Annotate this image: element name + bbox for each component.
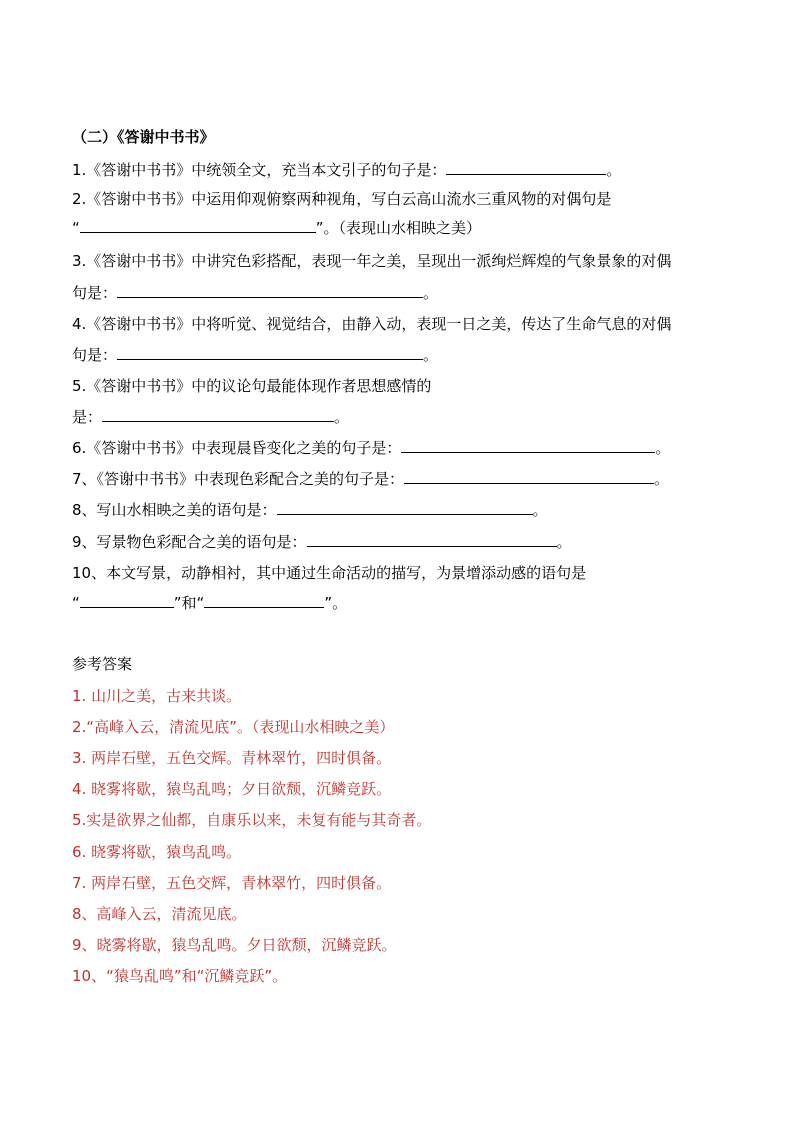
question-3-prefix: 句是： [72, 284, 118, 302]
answer-7: 7. 两岸石壁，五色交辉，青林翠竹，四时俱备。 [72, 874, 392, 892]
answer-blank[interactable] [404, 469, 654, 484]
question-7-text: 7、《答谢中书书》中表现色彩配合之美的句子是： [72, 470, 405, 488]
answer-5: 5.实是欲界之仙都，自康乐以来，未复有能与其奇者。 [72, 811, 432, 829]
question-2-close: ”。（表现山水相映之美） [315, 219, 482, 237]
question-1-end: 。 [606, 161, 622, 179]
answer-blank[interactable] [117, 283, 423, 298]
question-8 [72, 500, 548, 520]
answer-1: 1. 山川之美，古来共谈。 [72, 687, 242, 705]
question-4-end: 。 [423, 346, 439, 364]
answer-blank[interactable] [117, 345, 423, 360]
answer-3: 3. 两岸石壁，五色交辉。青林翠竹，四时俱备。 [72, 749, 392, 767]
answer-blank[interactable] [277, 500, 533, 515]
answer-blank[interactable] [307, 532, 557, 547]
question-5-end: 。 [334, 408, 350, 426]
answer-blank[interactable] [102, 407, 334, 422]
question-8-end: 。 [532, 501, 548, 519]
answer-9: 9、晓雾将歇，猿鸟乱鸣。夕日欲颓，沉鳞竞跃。 [72, 936, 397, 954]
answer-6: 6. 晓雾将歇，猿鸟乱鸣。 [72, 843, 242, 861]
question-2-open: “ [72, 219, 80, 237]
answer-4: 4. 晓雾将歇，猿鸟乱鸣；夕日欲颓，沉鳞竞跃。 [72, 780, 392, 798]
answer-blank[interactable] [204, 593, 324, 608]
question-3-line1: 3.《答谢中书书》中讲究色彩搭配，表现一年之美，呈现出一派绚烂辉煌的气象景象的对偶 [72, 252, 672, 270]
question-9 [72, 532, 572, 552]
question-4-line1: 4.《答谢中书书》中将听觉、视觉结合，由静入动，表现一日之美，传达了生命气息的对偶 [72, 315, 672, 333]
question-5-line1: 5.《答谢中书书》中的议论句最能体现作者思想感情的 [72, 377, 432, 395]
answer-blank[interactable] [80, 218, 316, 233]
question-10-mid: ”和“ [173, 594, 205, 612]
question-5-prefix: 是： [72, 408, 103, 426]
answer-blank[interactable] [446, 160, 606, 175]
question-2-line2 [72, 218, 481, 238]
answers-title: 参考答案 [72, 655, 133, 673]
question-1 [72, 160, 621, 180]
question-2-line1: 2.《答谢中书书》中运用仰观俯察两种视角，写白云高山流水三重风物的对偶句是 [72, 190, 612, 208]
question-10-open: “ [72, 594, 80, 612]
question-1-text: 1.《答谢中书书》中统领全文，充当本文引子的句子是： [72, 161, 447, 179]
answer-blank[interactable] [80, 593, 174, 608]
question-5-line2 [72, 407, 349, 427]
question-10-line1: 10、本文写景，动静相衬，其中通过生命活动的描写，为景增添动感的语句是 [72, 564, 587, 582]
question-7-end: 。 [654, 470, 670, 488]
question-9-text: 9、写景物色彩配合之美的语句是： [72, 533, 307, 551]
answer-blank[interactable] [401, 438, 655, 453]
question-6 [72, 438, 670, 458]
question-10-close: ”。 [324, 594, 348, 612]
answer-2: 2.“高峰入云，清流见底”。（表现山水相映之美） [72, 718, 395, 736]
answer-8: 8、高峰入云，清流见底。 [72, 905, 247, 923]
question-3-line2 [72, 283, 438, 303]
question-4-line2 [72, 345, 438, 365]
question-3-end: 。 [423, 284, 439, 302]
question-9-end: 。 [556, 533, 572, 551]
question-10-line2 [72, 593, 347, 613]
question-4-prefix: 句是： [72, 346, 118, 364]
answer-10: 10、“猿鸟乱鸣”和“沉鳞竞跃”。 [72, 967, 288, 985]
question-6-end: 。 [655, 439, 671, 457]
question-6-text: 6.《答谢中书书》中表现晨昏变化之美的句子是： [72, 439, 402, 457]
section-title: （二）《答谢中书书》 [72, 128, 215, 146]
question-8-text: 8、写山水相映之美的语句是： [72, 501, 277, 519]
question-7 [72, 469, 669, 489]
